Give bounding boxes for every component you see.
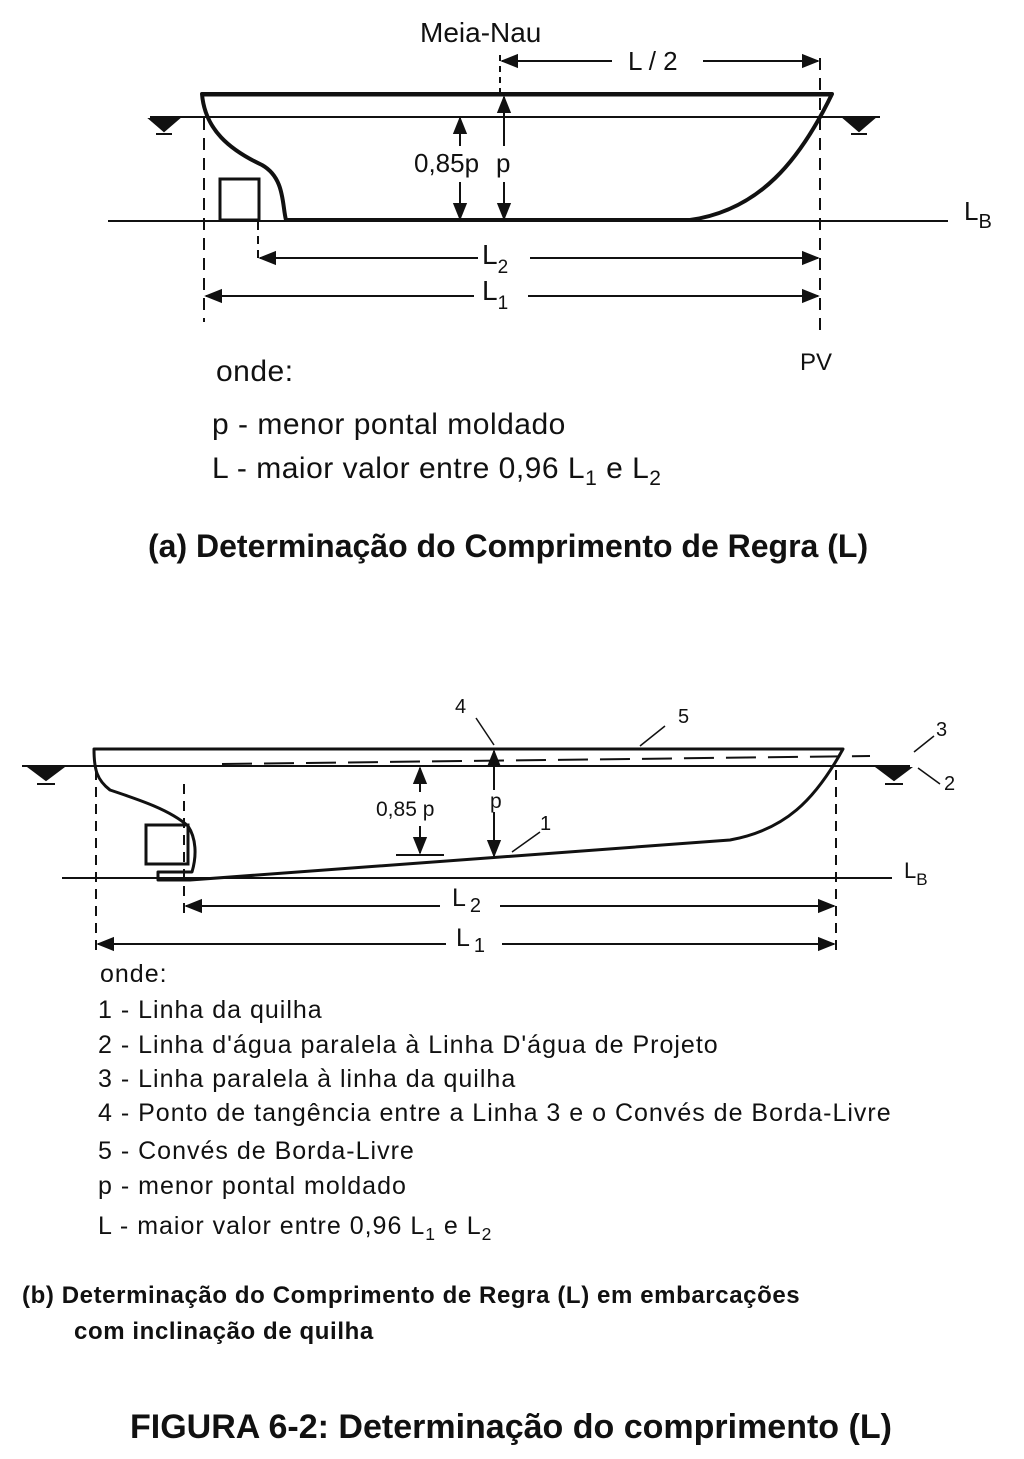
figure-b-drawing [22, 696, 955, 957]
l1-label-a: $L_1$ [482, 275, 509, 314]
rudder-b [146, 825, 188, 864]
caption-b-line2: com inclinação de quilha [74, 1318, 374, 1345]
legend-item-5: 5 - Convés de Borda-Livre [98, 1137, 415, 1165]
legend-item-2: 2 - Linha d'água paralela à Linha D'água de Projeto [98, 1031, 719, 1059]
legend-title-b: onde: [100, 960, 168, 988]
marker-2: 2 [944, 773, 956, 795]
l2-label-a: $L_2$ [482, 239, 509, 278]
hull-outline-b [94, 749, 843, 880]
depth-085-label-a: 0,85p [414, 148, 480, 178]
caption-a: (a) Determinação do Comprimento de Regra (L) [148, 528, 869, 564]
rudder-a [220, 179, 259, 220]
l1-label-b: L $_1$ [456, 924, 486, 957]
depth-p-label-b: p [490, 790, 502, 813]
legend-item-p: p - menor pontal moldado [98, 1172, 407, 1200]
depth-p-label-a: p [496, 148, 511, 178]
legend-item-4: 4 - Ponto de tangência entre a Linha 3 e o Convés de Borda-Livre [98, 1099, 892, 1127]
l2-label-b: L $_2$ [452, 884, 482, 917]
marker-4: 4 [455, 696, 467, 718]
legend-l-a: L - maior valor entre 0,96 $L_1$ e $L_2$ [212, 452, 662, 490]
marker-3: 3 [936, 719, 948, 741]
water-symbol-left-a [150, 119, 178, 134]
half-length-label: L / 2 [628, 46, 678, 76]
caption-b-line1: (b) Determinação do Comprimento de Regra (L) em embarcações [22, 1282, 801, 1309]
pv-label: PV [800, 349, 833, 376]
legend-item-1: 1 - Linha da quilha [98, 996, 323, 1024]
figure-title: FIGURA 6-2: Determinação do comprimento (L) [130, 1408, 892, 1446]
meia-nau-label: Meia-Nau [420, 17, 542, 48]
legend-title-a: onde: [216, 355, 294, 388]
marker-1: 1 [540, 813, 552, 835]
legend-p-a: p - menor pontal moldado [212, 408, 566, 441]
baseline-label-a: $L_B$ [964, 196, 992, 233]
line-3-dashed [222, 756, 870, 764]
legend-item-3: 3 - Linha paralela à linha da quilha [98, 1065, 517, 1093]
baseline-label-b: $L_B$ [904, 858, 928, 889]
water-symbol-right-a [845, 119, 873, 134]
hull-outline-a [202, 94, 832, 220]
water-symbol-right-b [878, 768, 910, 784]
depth-085-label-b: 0,85 p [376, 798, 435, 821]
legend-l-b: L - maior valor entre 0,96 $L_1$ e $L_2$ [98, 1212, 493, 1244]
marker-5: 5 [678, 706, 690, 728]
figure-a-drawing [108, 17, 992, 376]
water-symbol-left-b [30, 768, 62, 784]
